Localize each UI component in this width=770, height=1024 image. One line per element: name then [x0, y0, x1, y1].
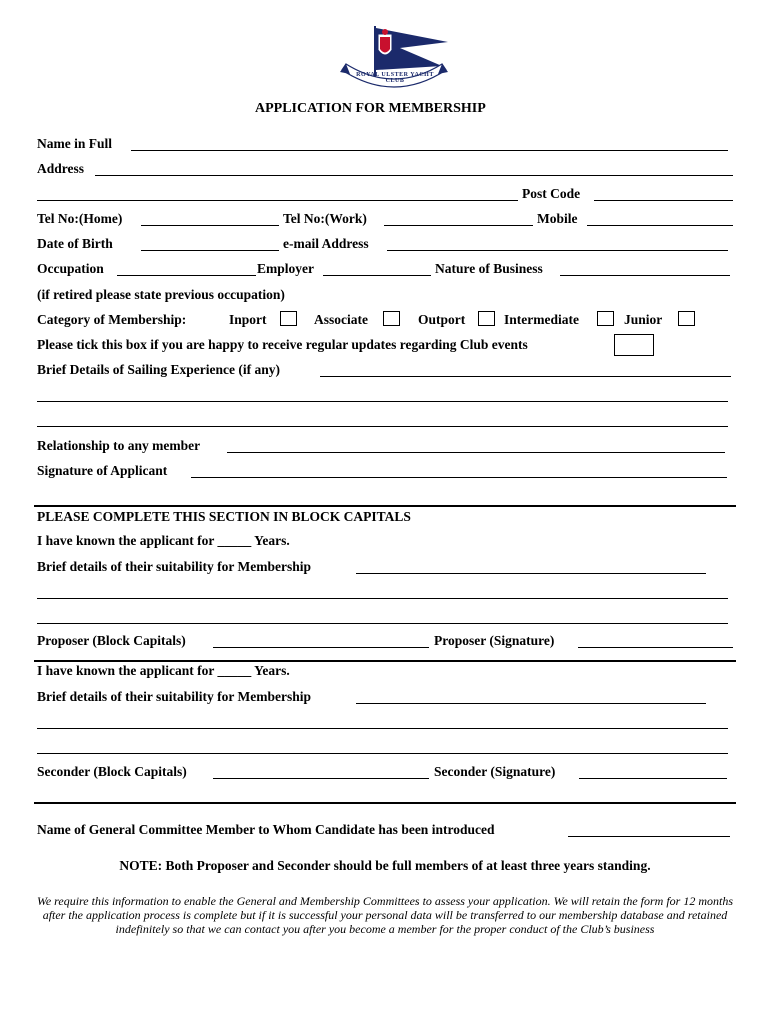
post-code-field[interactable]	[594, 200, 733, 201]
employer-label: Employer	[257, 261, 314, 276]
category-outport-label: Outport	[418, 312, 466, 327]
seconder-known-for-prefix: I have known the applicant for	[37, 663, 215, 678]
proposer-seconder-note: NOTE: Both Proposer and Seconder should be full members of at least three years standing.	[119, 858, 651, 873]
section-divider-2	[34, 660, 736, 662]
committee-member-label: Name of General Committee Member to Whom Candidate has been introduced	[37, 822, 495, 837]
proposer-suitability-field-line-3[interactable]	[37, 623, 728, 624]
proposer-suitability-label: Brief details of their suitability for Membership	[37, 559, 311, 574]
proposer-known-for-prefix: I have known the applicant for	[37, 533, 215, 548]
category-intermediate-checkbox[interactable]	[597, 311, 614, 326]
nature-of-business-field[interactable]	[560, 275, 730, 276]
club-name-ribbon-text: ROYAL ULSTER YACHT CLUB	[356, 72, 434, 84]
seconder-name-label: Seconder (Block Capitals)	[37, 764, 187, 779]
seconder-signature-field[interactable]	[579, 778, 727, 779]
proposer-signature-field[interactable]	[578, 647, 733, 648]
date-of-birth-label: Date of Birth	[37, 236, 113, 251]
proposer-known-for-suffix: Years.	[254, 533, 290, 548]
proposer-name-field[interactable]	[213, 647, 429, 648]
category-outport-checkbox[interactable]	[478, 311, 495, 326]
proposer-suitability-field-line-1[interactable]	[356, 573, 706, 574]
section-divider-3	[34, 802, 736, 804]
name-in-full-field[interactable]	[131, 150, 728, 151]
seconder-signature-label: Seconder (Signature)	[434, 764, 556, 779]
privacy-notice: We require this information to enable the General and Membership Committees to assess your application. We will retain the form for 12 months after the application process is complete but if it is successful your personal data will be transferred to our membership database and retained indefinitely so that we can contact you after you become a member for the proper conduct of the Club’s business	[36, 894, 734, 936]
proposer-signature-label: Proposer (Signature)	[434, 633, 555, 648]
seconder-name-field[interactable]	[213, 778, 429, 779]
seconder-suitability-label: Brief details of their suitability for Membership	[37, 689, 311, 704]
retired-note: (if retired please state previous occupation)	[37, 287, 285, 302]
category-associate-checkbox[interactable]	[383, 311, 400, 326]
seconder-suitability-field-line-2[interactable]	[37, 728, 728, 729]
occupation-label: Occupation	[37, 261, 104, 276]
occupation-field[interactable]	[117, 275, 256, 276]
relationship-label: Relationship to any member	[37, 438, 201, 453]
tel-home-field[interactable]	[141, 225, 279, 226]
club-burgee-logo	[338, 20, 450, 96]
post-code-label: Post Code	[522, 186, 581, 201]
category-label: Category of Membership:	[37, 312, 187, 327]
seconder-suitability-field-line-3[interactable]	[37, 753, 728, 754]
proposer-known-for	[37, 533, 290, 549]
sailing-experience-field-line-3[interactable]	[37, 426, 728, 427]
seconder-known-for-suffix: Years.	[254, 663, 290, 678]
email-label: e-mail Address	[283, 236, 369, 251]
address-field-line-2[interactable]	[37, 200, 518, 201]
mobile-label: Mobile	[537, 211, 578, 226]
proposer-years-field[interactable]: _____	[217, 533, 252, 548]
name-in-full-label: Name in Full	[37, 136, 113, 151]
seconder-suitability-field-line-1[interactable]	[356, 703, 706, 704]
employer-field[interactable]	[323, 275, 431, 276]
category-junior-checkbox[interactable]	[678, 311, 695, 326]
committee-member-field[interactable]	[568, 836, 730, 837]
sailing-experience-field-line-2[interactable]	[37, 401, 728, 402]
mobile-field[interactable]	[587, 225, 733, 226]
proposer-suitability-field-line-2[interactable]	[37, 598, 728, 599]
email-field[interactable]	[387, 250, 728, 251]
proposer-name-label: Proposer (Block Capitals)	[37, 633, 186, 648]
signature-field[interactable]	[191, 477, 727, 478]
section-divider-1	[34, 505, 736, 507]
sailing-experience-label: Brief Details of Sailing Experience (if any)	[37, 362, 280, 377]
tel-home-label: Tel No:(Home)	[37, 211, 123, 226]
burgee-flag-icon	[338, 20, 450, 96]
category-junior-label: Junior	[624, 312, 663, 327]
category-intermediate-label: Intermediate	[504, 312, 579, 327]
block-capitals-heading: PLEASE COMPLETE THIS SECTION IN BLOCK CAPITALS	[37, 509, 411, 524]
date-of-birth-field[interactable]	[141, 250, 279, 251]
address-label: Address	[37, 161, 85, 176]
updates-consent-checkbox[interactable]	[614, 334, 654, 356]
address-field-line-1[interactable]	[95, 175, 733, 176]
category-inport-checkbox[interactable]	[280, 311, 297, 326]
seconder-years-field[interactable]: _____	[217, 663, 252, 678]
updates-consent-label: Please tick this box if you are happy to receive regular updates regarding Club events	[37, 337, 528, 352]
form-title: APPLICATION FOR MEMBERSHIP	[255, 101, 486, 116]
category-associate-label: Associate	[314, 312, 368, 327]
sailing-experience-field-line-1[interactable]	[320, 376, 731, 377]
signature-label: Signature of Applicant	[37, 463, 168, 478]
relationship-field[interactable]	[227, 452, 725, 453]
seconder-known-for	[37, 663, 290, 679]
nature-of-business-label: Nature of Business	[435, 261, 543, 276]
tel-work-label: Tel No:(Work)	[283, 211, 367, 226]
tel-work-field[interactable]	[384, 225, 533, 226]
category-inport-label: Inport	[229, 312, 267, 327]
